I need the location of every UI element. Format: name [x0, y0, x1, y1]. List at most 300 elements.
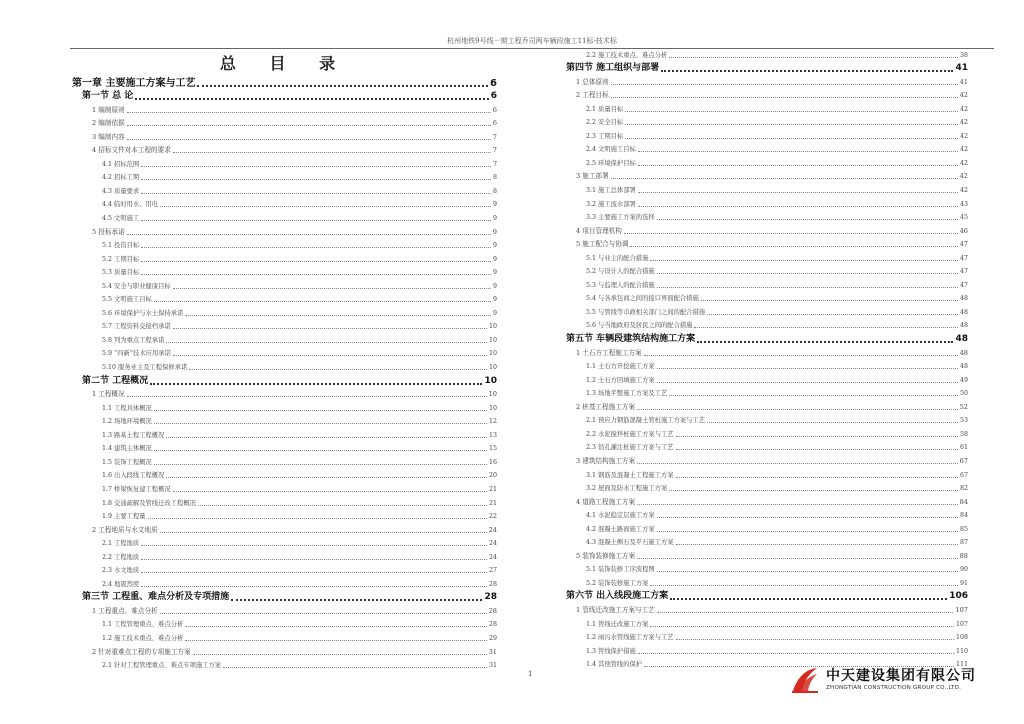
toc-entry-label: 第六节 出入线段施工方案 [566, 591, 669, 602]
toc-dot-leader [160, 613, 487, 614]
toc-entry-page: 41 [959, 77, 968, 86]
toc-entry-page: 48 [959, 295, 968, 303]
toc-entry-page: 27 [488, 567, 497, 575]
toc-entry-label: 5.5 文明施工目标 [102, 296, 152, 304]
toc-entry-page: 28 [488, 580, 497, 588]
toc-entry-page: 41 [955, 63, 968, 74]
toc-entry[interactable] [72, 388, 497, 402]
toc-entry[interactable] [556, 305, 968, 319]
toc-entry-label: 2 桩基工程施工方案 [576, 402, 636, 411]
toc-entry[interactable] [72, 401, 497, 415]
toc-entry-label: 2.3 钻孔灌注桩施工方案与工艺 [586, 444, 674, 452]
toc-entry-page: 7 [492, 146, 497, 155]
toc-entry[interactable] [72, 171, 497, 185]
toc-entry[interactable] [72, 645, 497, 659]
toc-entry-page: 48 [959, 322, 968, 330]
toc-entry-label: 2.1 质量目标 [586, 105, 624, 113]
page-number: 1 [528, 670, 533, 678]
toc-entry-label: 1.1 工程管理重点、难点分析 [102, 621, 184, 629]
toc-entry-label: 2.1 针对工程管理重点、难点专项施工方案 [102, 662, 222, 670]
toc-entry[interactable] [72, 469, 497, 483]
toc-entry[interactable] [72, 157, 497, 171]
toc-entry-label: 1.1 土石方开挖施工方案 [586, 363, 655, 371]
toc-entry-label: 3 建筑结构施工方案 [576, 456, 636, 465]
toc-dot-leader [701, 300, 958, 301]
toc-entry-label: 1.2 施工技术重点、难点分析 [102, 634, 184, 642]
toc-entry-label: 第二节 工程概况 [82, 375, 149, 386]
toc-entry-page: 6 [490, 91, 497, 102]
toc-entry[interactable] [72, 510, 497, 524]
toc-dot-leader [676, 639, 954, 640]
toc-dot-leader [141, 179, 491, 180]
toc-dot-leader [154, 410, 487, 411]
toc-dot-leader [625, 138, 958, 139]
toc-dot-leader [637, 558, 958, 559]
toc-entry[interactable] [556, 251, 968, 265]
toc-entry-label: 2 编制依据 [92, 119, 125, 128]
toc-entry-page: 38 [959, 51, 968, 59]
toc-entry[interactable] [556, 62, 968, 76]
toc-entry[interactable] [556, 170, 968, 184]
toc-entry-label: 5.7 工程资料交接档承诺 [102, 323, 171, 331]
toc-entry[interactable] [72, 347, 497, 361]
toc-entry-page: 8 [492, 174, 497, 182]
toc-entry[interactable] [72, 537, 497, 551]
toc-entry[interactable] [72, 117, 497, 131]
toc-entry-page: 48 [955, 334, 968, 345]
toc-entry-page: 22 [488, 513, 497, 521]
toc-dot-leader [141, 545, 487, 546]
toc-dot-leader [173, 491, 487, 492]
toc-dot-leader [644, 355, 958, 356]
toc-entry-page: 110 [955, 647, 968, 655]
toc-entry-page: 111 [955, 661, 968, 669]
toc-dot-leader [127, 125, 491, 126]
toc-dot-leader [127, 139, 491, 140]
toc-entry-page: 106 [949, 591, 968, 602]
toc-dot-leader [198, 505, 487, 506]
toc-entry[interactable] [72, 225, 497, 239]
toc-dot-leader [707, 314, 958, 315]
toc-dot-leader [657, 219, 958, 220]
toc-dot-leader [638, 151, 958, 152]
toc-entry-page: 8 [492, 187, 497, 195]
toc-entry-page: 43 [959, 200, 968, 208]
toc-entry[interactable] [72, 266, 497, 280]
toc-dot-leader [697, 341, 953, 343]
toc-dot-leader [650, 260, 958, 261]
toc-entry-label: 4 项目管理机构 [576, 226, 622, 235]
toc-entry-page: 7 [492, 132, 497, 141]
toc-entry-label: 2.1 工程地质 [102, 540, 140, 548]
toc-dot-leader [638, 206, 958, 207]
toc-entry[interactable] [72, 360, 497, 374]
toc-dot-leader [657, 517, 958, 518]
toc-entry[interactable] [72, 76, 497, 90]
toc-left-column [72, 50, 497, 672]
toc-entry-label: 2.2 水泥搅拌桩施工方案与工艺 [586, 430, 674, 438]
toc-entry-page: 107 [955, 620, 968, 628]
toc-entry-label: 1 工程重点、难点分析 [92, 606, 158, 615]
toc-entry[interactable] [556, 211, 968, 225]
toc-entry[interactable] [556, 332, 968, 346]
toc-entry[interactable] [72, 279, 497, 293]
toc-entry[interactable] [72, 523, 497, 537]
toc-entry-label: 1.1 管线迁改施工方案 [586, 620, 649, 628]
toc-dot-leader [657, 368, 958, 369]
toc-entry-page: 9 [492, 255, 497, 263]
toc-dot-leader [141, 274, 491, 275]
toc-entry-label: 1 工程概况 [92, 390, 125, 399]
toc-entry-label: 2.1 预应力钢筋混凝土管桩施工方案与工艺 [586, 417, 706, 425]
toc-entry-label: 2.3 水文地质 [102, 567, 140, 575]
toc-dot-leader [657, 273, 958, 274]
toc-entry-label: 5.6 环境保护与水土保持承诺 [102, 309, 184, 317]
toc-entry-page: 9 [492, 269, 497, 277]
toc-entry[interactable] [556, 292, 968, 306]
toc-entry-page: 67 [959, 456, 968, 465]
toc-dot-leader [160, 206, 491, 207]
toc-entry-label: 1.2 场地环境概况 [102, 418, 152, 426]
toc-entry[interactable] [556, 509, 968, 523]
toc-entry[interactable] [72, 320, 497, 334]
company-name-en: ZHONGTIAN CONSTRUCTION GROUP CO.,LTD. [826, 685, 962, 691]
toc-right-list [556, 48, 968, 671]
toc-entry-label: 4.1 招标范围 [102, 160, 140, 168]
toc-entry[interactable] [556, 495, 968, 509]
toc-entry[interactable] [72, 564, 497, 578]
toc-entry-label: 1.7 桥梁恢复建工程概况 [102, 485, 171, 493]
toc-entry-label: 3 编制内容 [92, 132, 125, 141]
toc-dot-leader [173, 328, 487, 329]
toc-entry[interactable] [556, 238, 968, 252]
toc-dot-leader [637, 504, 958, 505]
toc-entry-label: 5.9 “四新”技术应用承诺 [102, 350, 171, 358]
toc-entry[interactable] [556, 129, 968, 143]
toc-entry[interactable] [72, 659, 497, 673]
toc-entry[interactable] [72, 130, 497, 144]
toc-entry-label: 4.3 混凝土侧石及平石施工方案 [586, 539, 674, 547]
toc-entry-page: 52 [959, 402, 968, 411]
toc-entry-page: 6 [490, 77, 497, 89]
toc-entry[interactable] [556, 468, 968, 482]
toc-entry[interactable] [556, 183, 968, 197]
toc-entry-page: 108 [955, 634, 968, 642]
toc-entry-label: 1 土石方工程施工方案 [576, 348, 642, 357]
toc-entry-page: 48 [959, 308, 968, 316]
toc-dot-leader [166, 342, 487, 343]
toc-entry-label: 第五节 车辆段建筑结构施工方案 [566, 334, 696, 345]
toc-entry[interactable] [72, 428, 497, 442]
toc-entry[interactable] [72, 90, 497, 104]
toc-entry-label: 1.8 交通疏解及管线迁改工程概况 [102, 499, 196, 507]
toc-entry-label: 2.4 地震烈度 [102, 580, 140, 588]
toc-entry-page: 47 [959, 281, 968, 289]
toc-dot-leader [154, 423, 487, 424]
logo-text [826, 668, 976, 692]
toc-entry-label: 3.2 屋面及防水工程施工方案 [586, 485, 668, 493]
toc-entry[interactable] [72, 577, 497, 591]
toc-entry[interactable] [72, 496, 497, 510]
toc-dot-leader [670, 598, 947, 600]
toc-dot-leader [694, 327, 958, 328]
toc-entry[interactable] [72, 103, 497, 117]
toc-entry-page: 9 [492, 296, 497, 304]
toc-entry-page: 67 [959, 471, 968, 479]
toc-entry-page: 42 [959, 132, 968, 140]
toc-entry[interactable] [556, 536, 968, 550]
toc-entry-label: 1.3 路基土程工程概况 [102, 431, 165, 439]
toc-entry-label: 4.2 混凝土路面施工方案 [586, 525, 655, 533]
toc-entry-page: 21 [488, 485, 497, 493]
toc-entry-label: 3.1 钢筋及混凝土工程施工方案 [586, 471, 674, 479]
toc-entry[interactable] [556, 441, 968, 455]
toc-entry-label: 1.2 雨污水管线施工方案与工艺 [586, 634, 674, 642]
toc-entry-label: 5 装饰装修施工方案 [576, 551, 636, 560]
toc-entry-label: 4 招标文件对本工程的要求 [92, 146, 171, 155]
toc-entry[interactable] [556, 563, 968, 577]
toc-entry[interactable] [72, 293, 497, 307]
toc-dot-leader [173, 355, 487, 356]
toc-entry[interactable] [556, 427, 968, 441]
toc-entry-page: 42 [959, 146, 968, 154]
toc-entry-page: 42 [959, 187, 968, 195]
toc-entry-page: 20 [488, 472, 497, 480]
toc-dot-leader [173, 288, 491, 289]
toc-entry[interactable] [72, 374, 497, 388]
toc-left-list [72, 76, 497, 672]
toc-entry[interactable] [556, 482, 968, 496]
toc-entry[interactable] [556, 414, 968, 428]
toc-dot-leader [197, 85, 488, 87]
toc-entry[interactable] [556, 346, 968, 360]
toc-entry-page: 9 [492, 309, 497, 317]
toc-entry-page: 10 [488, 336, 497, 344]
company-name-cn: 中天建设集团有限公司 [826, 668, 976, 684]
toc-dot-leader [185, 640, 487, 641]
toc-entry-label: 5.4 安全与职业健康目标 [102, 282, 171, 290]
toc-entry[interactable] [556, 75, 968, 89]
toc-entry-page: 48 [959, 363, 968, 371]
header-text: 杭州地铁9号线一期工程乔司两车辆段施工11标-技术标 [447, 37, 617, 45]
toc-dot-leader [154, 450, 487, 451]
toc-entry[interactable] [556, 387, 968, 401]
toc-entry-label: 5.5 与管线等市政相关部门之间的配合措施 [586, 308, 706, 316]
toc-entry-page: 10 [488, 323, 497, 331]
toc-entry[interactable] [72, 306, 497, 320]
toc-entry-label: 1 管线迁改施工方案与工艺 [576, 605, 655, 614]
toc-entry-label: 第四节 施工组织与部署 [566, 63, 660, 74]
toc-entry[interactable] [72, 415, 497, 429]
toc-entry-label: 1.6 出入段线工程概况 [102, 472, 165, 480]
toc-entry[interactable] [556, 644, 968, 658]
toc-entry[interactable] [72, 252, 497, 266]
toc-entry[interactable] [556, 102, 968, 116]
toc-entry[interactable] [72, 333, 497, 347]
toc-entry-label: 5.2 工期目标 [102, 255, 140, 263]
toc-dot-leader [650, 626, 954, 627]
toc-entry-label: 2.3 工期目标 [586, 132, 624, 140]
toc-dot-leader [231, 599, 482, 601]
toc-entry-page: 31 [488, 647, 497, 656]
toc-dot-leader [676, 544, 958, 545]
toc-entry-label: 1.5 装饰工程概况 [102, 458, 152, 466]
toc-entry[interactable] [556, 224, 968, 238]
toc-entry-page: 84 [959, 497, 968, 506]
toc-dot-leader [611, 84, 958, 85]
toc-dot-leader [676, 449, 958, 450]
toc-entry[interactable] [72, 591, 497, 605]
toc-entry[interactable] [72, 482, 497, 496]
toc-entry[interactable] [556, 576, 968, 590]
toc-entry[interactable] [72, 631, 497, 645]
toc-dot-leader [624, 233, 958, 234]
toc-entry-page: 47 [959, 268, 968, 276]
toc-entry[interactable] [556, 603, 968, 617]
toc-entry-page: 24 [488, 553, 497, 561]
toc-entry-page: 31 [488, 662, 497, 670]
toc-entry-label: 5.1 投资目标 [102, 242, 140, 250]
toc-entry-label: 5.2 装饰装修施工方案 [586, 579, 649, 587]
toc-entry-page: 29 [488, 634, 497, 642]
toc-dot-leader [637, 463, 958, 464]
toc-entry[interactable] [556, 373, 968, 387]
toc-entry[interactable] [556, 319, 968, 333]
toc-entry-label: 1.3 管线保护措施 [586, 647, 636, 655]
toc-entry[interactable] [556, 89, 968, 103]
toc-entry[interactable] [556, 590, 968, 604]
toc-entry-page: 6 [492, 105, 497, 114]
toc-entry[interactable] [556, 617, 968, 631]
toc-entry[interactable] [72, 184, 497, 198]
toc-entry-label: 1.1 工程具体概况 [102, 404, 152, 412]
toc-entry-page: 9 [492, 282, 497, 290]
toc-entry-label: 5.4 与各承包商之间的接口界面配合措施 [586, 295, 699, 303]
toc-entry[interactable] [556, 48, 968, 62]
toc-dot-leader [661, 70, 953, 72]
toc-entry-page: 45 [959, 214, 968, 222]
toc-entry[interactable] [556, 631, 968, 645]
toc-dot-leader [223, 667, 487, 668]
toc-entry[interactable] [556, 143, 968, 157]
toc-entry-page: 10 [484, 375, 497, 386]
toc-entry[interactable] [556, 265, 968, 279]
toc-entry-label: 1 总体原则 [576, 77, 609, 86]
toc-dot-leader [141, 559, 487, 560]
toc-entry-label: 2 工程地质与水文地质 [92, 525, 158, 534]
toc-entry[interactable] [72, 604, 497, 618]
toc-entry-page: 90 [959, 566, 968, 574]
toc-entry-page: 9 [492, 201, 497, 209]
toc-entry-page: 50 [959, 390, 968, 398]
toc-dot-leader [657, 287, 958, 288]
toc-entry-label: 5.3 与监理人的配合措施 [586, 281, 655, 289]
toc-dot-leader [141, 166, 491, 167]
toc-entry[interactable] [72, 239, 497, 253]
toc-entry-label: 1.2 土石方回填施工方案 [586, 376, 655, 384]
toc-entry-page: 12 [488, 418, 497, 426]
toc-dot-leader [141, 586, 487, 587]
toc-entry-label: 5.10 服务业主及工程保修承诺 [102, 364, 188, 372]
toc-entry[interactable] [556, 156, 968, 170]
toc-entry-label: 2.2 工程地质 [102, 553, 140, 561]
toc-entry-label: 1.9 主要工程量 [102, 513, 146, 521]
toc-entry-page: 42 [959, 91, 968, 100]
toc-entry-page: 47 [959, 240, 968, 249]
toc-entry-label: 2.4 文明施工目标 [586, 146, 636, 154]
toc-entry-page: 7 [492, 160, 497, 168]
toc-entry[interactable] [72, 455, 497, 469]
toc-entry-label: 2.5 环境保护目标 [586, 159, 636, 167]
zhongtian-logo-icon [790, 665, 820, 695]
toc-entry-page: 53 [959, 417, 968, 425]
toc-dot-leader [625, 111, 958, 112]
toc-entry-page: 85 [959, 525, 968, 533]
toc-dot-leader [657, 531, 958, 532]
toc-dot-leader [193, 654, 487, 655]
toc-entry-page: 48 [959, 348, 968, 357]
toc-dot-leader [669, 490, 958, 491]
toc-entry-page: 42 [959, 119, 968, 127]
toc-entry-page: 10 [488, 364, 497, 372]
toc-entry-page: 61 [959, 444, 968, 452]
running-header [70, 34, 994, 49]
toc-entry[interactable] [556, 522, 968, 536]
toc-entry-label: 3.3 主要施工方案的选择 [586, 214, 655, 222]
toc-title: 总 目 录 [219, 54, 350, 73]
toc-entry-label: 2 针对重难点工程的专项施工方案 [92, 647, 191, 656]
toc-entry-label: 5 施工配合与协调 [576, 240, 629, 249]
toc-entry[interactable] [556, 116, 968, 130]
toc-entry[interactable] [72, 618, 497, 632]
toc-entry-page: 87 [959, 539, 968, 547]
toc-entry-page: 84 [959, 512, 968, 520]
toc-entry-label: 3.2 施工流水部署 [586, 200, 636, 208]
toc-dot-leader [650, 585, 958, 586]
toc-right-column [556, 48, 968, 671]
toc-entry-label: 5 投标承诺 [92, 227, 125, 236]
toc-entry-page: 42 [959, 105, 968, 113]
toc-entry-label: 4 道路工程施工方案 [576, 497, 636, 506]
toc-entry-label: 3.1 施工总体部署 [586, 187, 636, 195]
toc-entry[interactable] [556, 400, 968, 414]
toc-entry-page: 42 [959, 159, 968, 167]
toc-entry[interactable] [556, 197, 968, 211]
toc-entry[interactable] [556, 360, 968, 374]
toc-entry-page: 91 [959, 579, 968, 587]
toc-dot-leader [154, 301, 491, 302]
toc-entry[interactable] [556, 549, 968, 563]
toc-entry[interactable] [72, 211, 497, 225]
toc-dot-leader [638, 192, 958, 193]
toc-entry[interactable] [72, 442, 497, 456]
toc-entry[interactable] [72, 144, 497, 158]
toc-entry-page: 28 [484, 592, 497, 603]
toc-entry-page: 82 [959, 485, 968, 493]
toc-dot-leader [638, 653, 954, 654]
toc-entry[interactable] [72, 198, 497, 212]
toc-dot-leader [669, 57, 958, 58]
toc-entry[interactable] [556, 278, 968, 292]
toc-entry[interactable] [72, 550, 497, 564]
toc-entry-page: 58 [959, 430, 968, 438]
toc-entry-page: 21 [488, 499, 497, 507]
toc-entry-label: 4.3 质量要求 [102, 187, 140, 195]
toc-dot-leader [657, 382, 958, 383]
toc-entry-label: 1.3 场地平整施工方案及工艺 [586, 390, 668, 398]
toc-entry-page: 13 [488, 431, 497, 439]
toc-entry[interactable] [556, 454, 968, 468]
